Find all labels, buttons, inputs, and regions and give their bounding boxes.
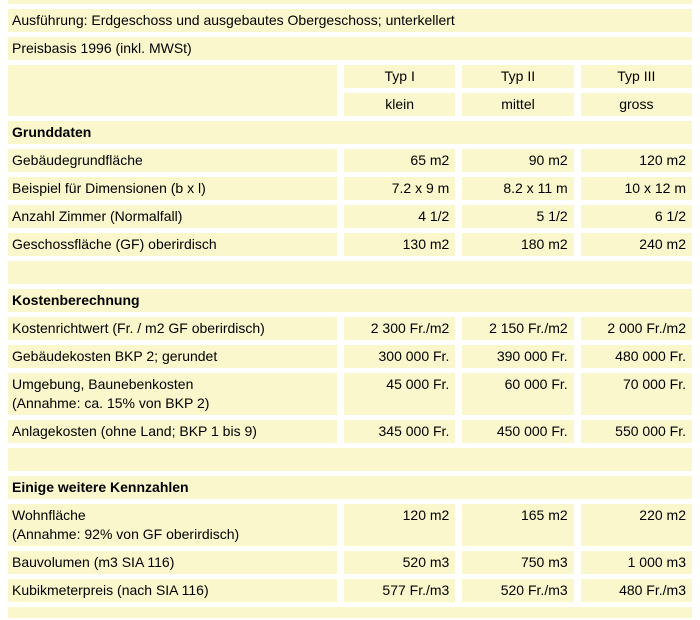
row-label <box>8 373 337 415</box>
row-value-typ3: 10 x 12 m <box>581 177 692 200</box>
table-row <box>8 579 692 602</box>
section-title-row <box>8 289 692 312</box>
table-row <box>8 504 692 546</box>
clipped-row-bottom <box>8 607 692 618</box>
row-value-typ3: 120 m2 <box>581 149 692 172</box>
row-value-typ1: 2 300 Fr./m2 <box>344 317 455 340</box>
table-row <box>8 205 692 228</box>
column-header-typ-1: Typ I <box>344 65 455 88</box>
row-value-typ2: 520 Fr./m3 <box>462 579 573 602</box>
header-spacer-cell <box>8 65 337 116</box>
row-value-typ1: 300 000 Fr. <box>344 345 455 368</box>
column-header-mittel: mittel <box>462 93 573 116</box>
row-value-typ3: 6 1/2 <box>581 205 692 228</box>
table-row <box>8 233 692 256</box>
row-value-typ2: 450 000 Fr. <box>462 420 573 443</box>
column-header-typ-2: Typ II <box>462 65 573 88</box>
spacer-cell <box>8 448 692 471</box>
row-value-typ1: 130 m2 <box>344 233 455 256</box>
intro-row-ausfuehrung <box>8 9 692 32</box>
row-value-typ2: 165 m2 <box>462 504 573 546</box>
row-value-typ1: 345 000 Fr. <box>344 420 455 443</box>
column-header-typ-3: Typ III <box>581 65 692 88</box>
table-row <box>8 149 692 172</box>
row-value-typ1: 4 1/2 <box>344 205 455 228</box>
row-value-typ1: 520 m3 <box>344 551 455 574</box>
row-value-typ2: 2 150 Fr./m2 <box>462 317 573 340</box>
table-row <box>8 177 692 200</box>
row-value-typ3: 240 m2 <box>581 233 692 256</box>
column-header-klein: klein <box>344 93 455 116</box>
size-header-row <box>344 93 692 116</box>
row-value-typ3: 550 000 Fr. <box>581 420 692 443</box>
intro-text-preisbasis: Preisbasis 1996 (inkl. MWSt) <box>8 37 692 60</box>
row-value-typ2: 180 m2 <box>462 233 573 256</box>
row-value-typ3: 2 000 Fr./m2 <box>581 317 692 340</box>
table-row <box>8 551 692 574</box>
row-label <box>8 504 337 546</box>
row-label: Kubikmeterpreis (nach SIA 116) <box>8 579 337 602</box>
row-value-typ3: 70 000 Fr. <box>581 373 692 415</box>
row-label: Beispiel für Dimensionen (b x l) <box>8 177 337 200</box>
row-label: Gebäudekosten BKP 2; gerundet <box>8 345 337 368</box>
row-value-typ3: 1 000 m3 <box>581 551 692 574</box>
row-value-typ2: 750 m3 <box>462 551 573 574</box>
clipped-row-top <box>8 0 692 4</box>
intro-row-preisbasis <box>8 37 692 60</box>
row-label: Anlagekosten (ohne Land; BKP 1 bis 9) <box>8 420 337 443</box>
row-label-line1: Wohnfläche <box>12 507 86 523</box>
section-title-kennzahlen: Einige weitere Kennzahlen <box>8 476 692 499</box>
intro-text-ausfuehrung: Ausführung: Erdgeschoss und ausgebautes Obergeschoss; unterkellert <box>8 9 692 32</box>
row-label: Anzahl Zimmer (Normalfall) <box>8 205 337 228</box>
row-value-typ3: 220 m2 <box>581 504 692 546</box>
section-title-kostenberechnung: Kostenberechnung <box>8 289 692 312</box>
row-value-typ2: 90 m2 <box>462 149 573 172</box>
row-label: Geschossfläche (GF) oberirdisch <box>8 233 337 256</box>
table-row <box>8 420 692 443</box>
row-label: Kostenrichtwert (Fr. / m2 GF oberirdisch) <box>8 317 337 340</box>
row-value-typ1: 65 m2 <box>344 149 455 172</box>
spacer-row <box>8 448 692 471</box>
type-header-row <box>344 65 692 88</box>
row-value-typ2: 390 000 Fr. <box>462 345 573 368</box>
table-row <box>8 373 692 415</box>
row-value-typ2: 8.2 x 11 m <box>462 177 573 200</box>
row-value-typ1: 7.2 x 9 m <box>344 177 455 200</box>
spacer-row <box>8 261 692 284</box>
row-value-typ2: 60 000 Fr. <box>462 373 573 415</box>
row-label-line2: (Annahme: ca. 15% von BKP 2) <box>12 395 210 411</box>
row-label-line2: (Annahme: 92% von GF oberirdisch) <box>12 526 240 542</box>
table-row <box>8 345 692 368</box>
row-value-typ1: 45 000 Fr. <box>344 373 455 415</box>
row-value-typ2: 5 1/2 <box>462 205 573 228</box>
row-label: Gebäudegrundfläche <box>8 149 337 172</box>
table-row <box>8 317 692 340</box>
section-title-row <box>8 476 692 499</box>
row-label-line1: Umgebung, Baunebenkosten <box>12 376 194 392</box>
row-value-typ1: 120 m2 <box>344 504 455 546</box>
column-header-block <box>8 65 692 116</box>
row-value-typ3: 480 Fr./m3 <box>581 579 692 602</box>
column-header-gross: gross <box>581 93 692 116</box>
section-title-row <box>8 121 692 144</box>
spacer-cell <box>8 261 692 284</box>
row-value-typ3: 480 000 Fr. <box>581 345 692 368</box>
row-label: Bauvolumen (m3 SIA 116) <box>8 551 337 574</box>
section-title-grunddaten: Grunddaten <box>8 121 692 144</box>
row-value-typ1: 577 Fr./m3 <box>344 579 455 602</box>
